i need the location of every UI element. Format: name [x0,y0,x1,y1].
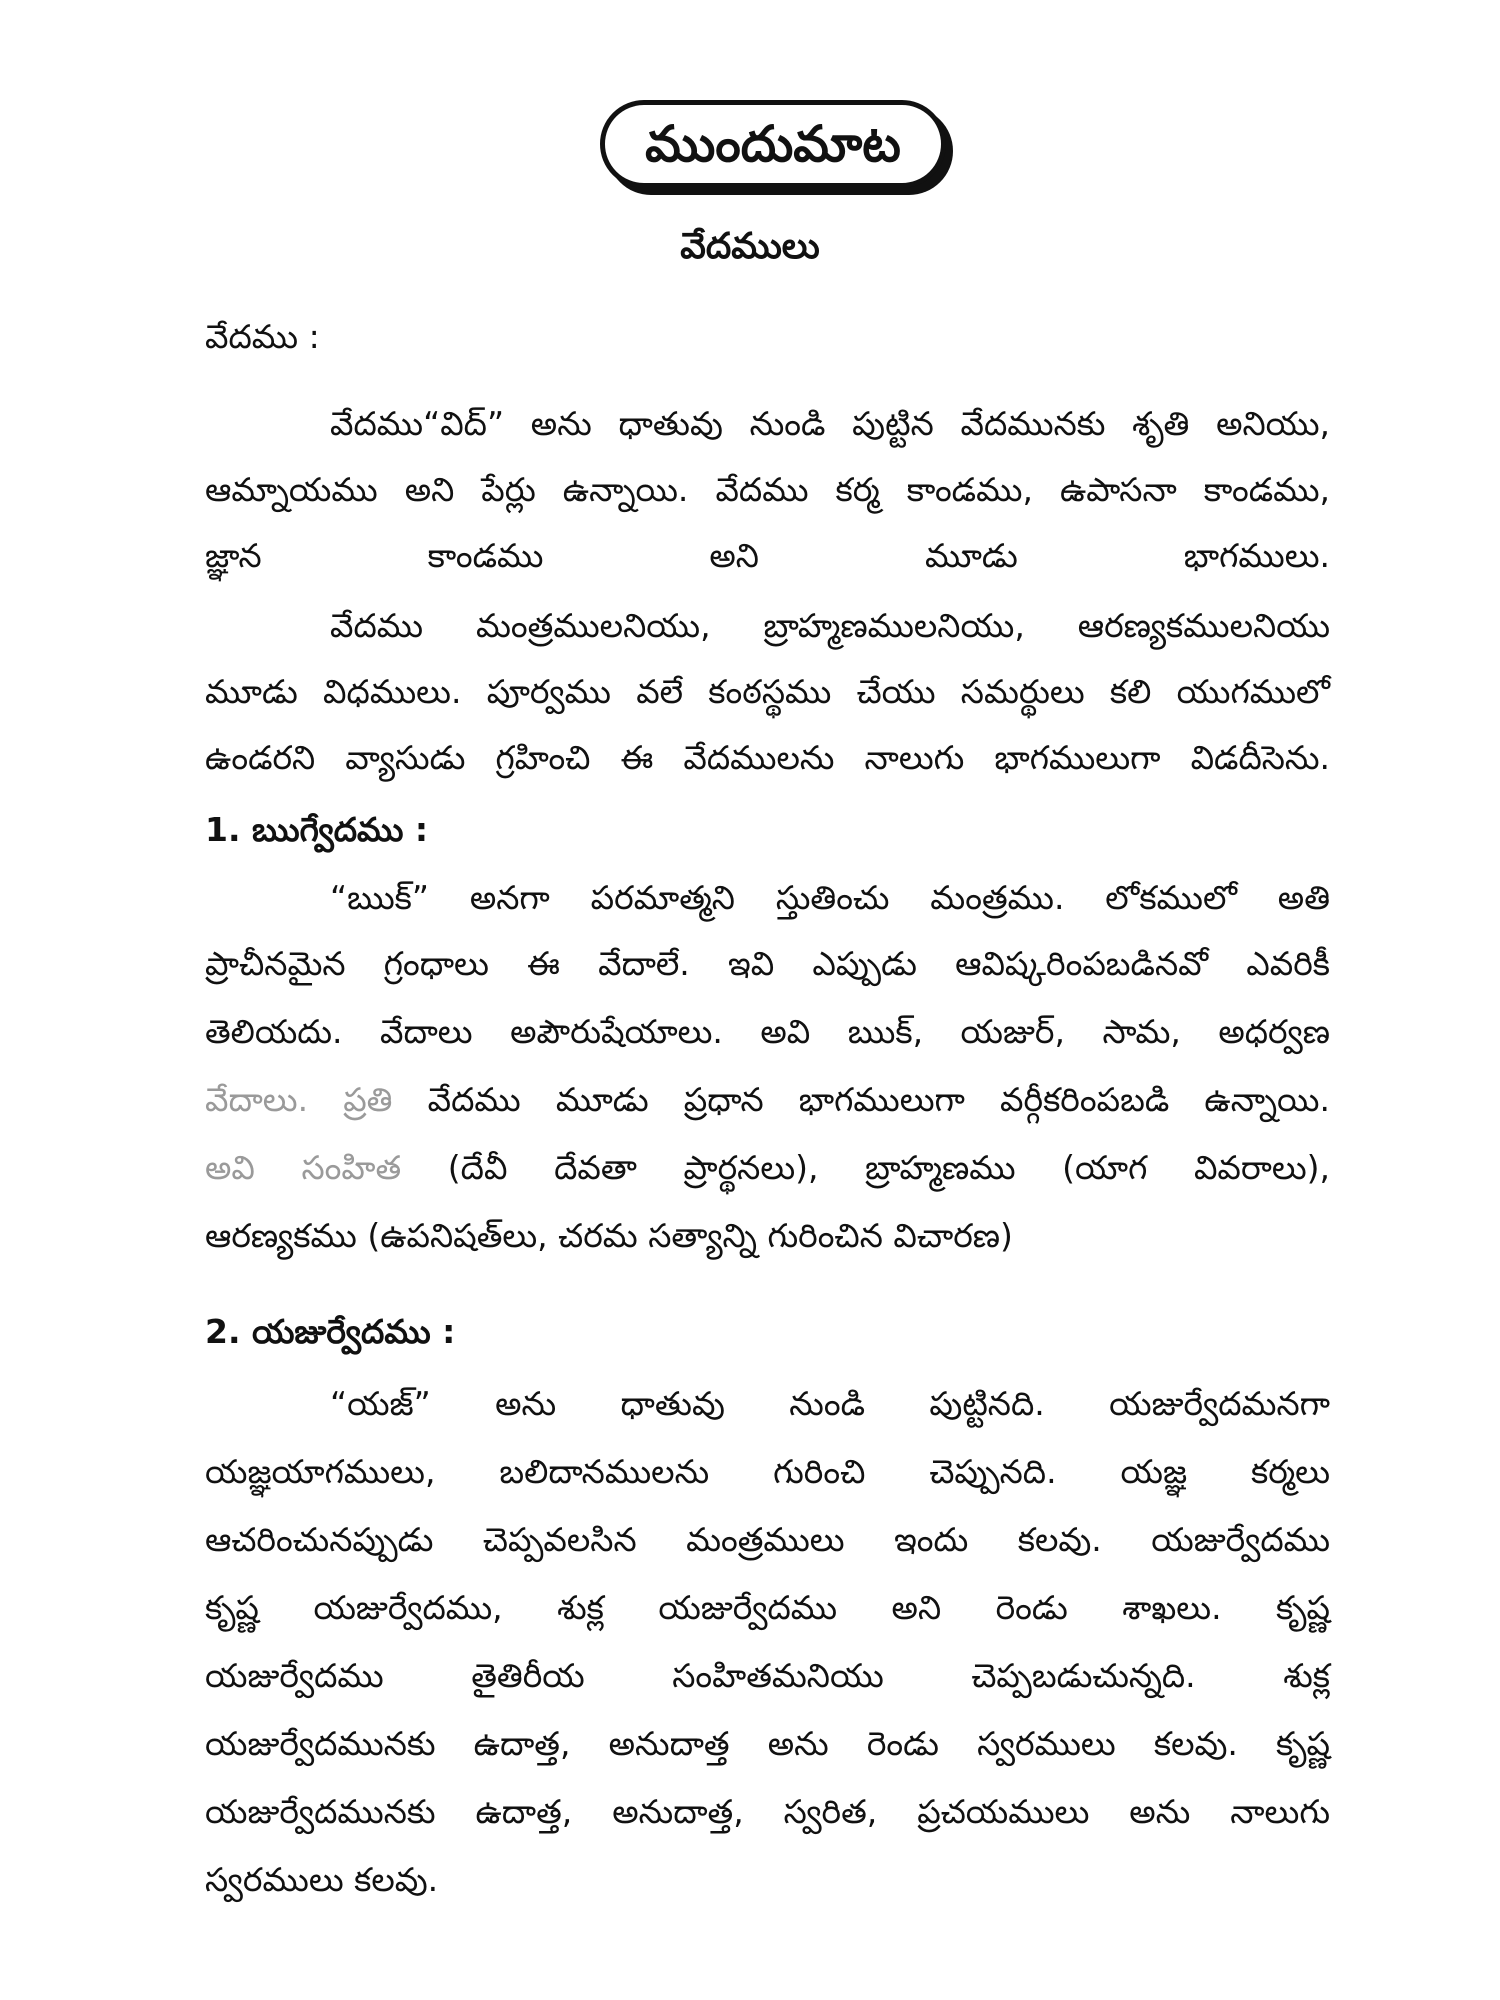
intro-line-3: జ్ఞాన కాండము అని మూడు భాగములు. [205,536,1330,575]
section-2-heading: 2. యజుర్వేదము : [205,1312,456,1351]
intro-line-1: వేదము“విద్” అను ధాతువు నుండి పుట్టిన వేదమునకు శృతి అనియు, [330,404,1330,443]
section-1-line-5 [205,1138,1330,1198]
intro-line-2: ఆమ్నాయము అని పేర్లు ఉన్నాయి. వేదము కర్మ కాండము, ఉపాసనా కాండము, [205,470,1330,509]
section-1-line-2: ప్రాచీనమైన గ్రంధాలు ఈ వేదాలే. ఇవి ఎప్పుడు ఆవిష్కరింపబడినవో ఎవరికీ [205,944,1330,983]
intro-line-4: వేదము మంత్రములనియు, బ్రాహ్మణములనియు, ఆరణ్యకములనియు [330,606,1330,645]
page-subtitle: వేదములు [680,226,820,267]
title-badge [600,100,946,188]
section-2-line-8: స్వరములు కలవు. [205,1860,439,1899]
section-2-line-4: కృష్ణ యజుర్వేదము, శుక్ల యజుర్వేదము అని రెండు శాఖలు. కృష్ణ [205,1588,1330,1627]
section-1-line-1: “ఋక్” అనగా పరమాత్మని స్తుతించు మంత్రము. లోకములో అతి [330,878,1330,917]
label-vedamu: వేదము : [205,317,320,356]
section-1-line-4-rest: వేదము మూడు ప్రధాన భాగములుగా వర్గీకరింపబడి ఉన్నాయి. [392,1080,1330,1119]
section-1-line-3: తెలియదు. వేదాలు అపౌరుషేయాలు. అవి ఋక్, యజుర్, సామ, అధర్వణ [205,1012,1330,1051]
page-title: ముందుమాట [645,115,901,173]
section-1-line-6: ఆరణ్యకము (ఉపనిషత్‌లు, చరమ సత్యాన్ని గురించిన విచారణ) [205,1216,1013,1255]
section-1-line-5-rest: (దేవీ దేవతా ప్రార్థనలు), బ్రాహ్మణము (యాగ వివరాలు), [401,1148,1330,1187]
intro-line-6: ఉండరని వ్యాసుడు గ్రహించి ఈ వేదములను నాలుగు భాగములుగా విడదీసెను. [205,738,1330,777]
section-1-line-5-faded: అవి సంహిత [205,1148,402,1187]
section-1-line-4 [205,1070,1330,1130]
section-2-line-5: యజుర్వేదము తైతిరీయ సంహితమనియు చెప్పబడుచున్నది. శుక్ల [205,1656,1330,1695]
section-1-heading: 1. ఋగ్వేదము : [205,810,429,849]
section-2-line-3: ఆచరించునప్పుడు చెప్పవలసిన మంత్రములు ఇందు కలవు. యజుర్వేదము [205,1520,1330,1559]
section-2-line-6: యజుర్వేదమునకు ఉదాత్త, అనుదాత్త అను రెండు స్వరములు కలవు. కృష్ణ [205,1724,1330,1763]
section-1-line-4-faded: వేదాలు. ప్రతి [205,1080,393,1119]
section-2-line-2: యజ్ఞయాగములు, బలిదానములను గురించి చెప్పునది. యజ్ఞ కర్మలు [205,1452,1330,1491]
section-2-line-1: “యజ్” అను ధాతువు నుండి పుట్టినది. యజుర్వేదమనగా [330,1384,1330,1423]
section-2-line-7: యజుర్వేదమునకు ఉదాత్త, అనుదాత్త, స్వరిత, ప్రచయములు అను నాలుగు [205,1792,1330,1831]
intro-line-5: మూడు విధములు. పూర్వము వలే కంఠస్థము చేయు సమర్థులు కలి యుగములో [205,672,1330,711]
